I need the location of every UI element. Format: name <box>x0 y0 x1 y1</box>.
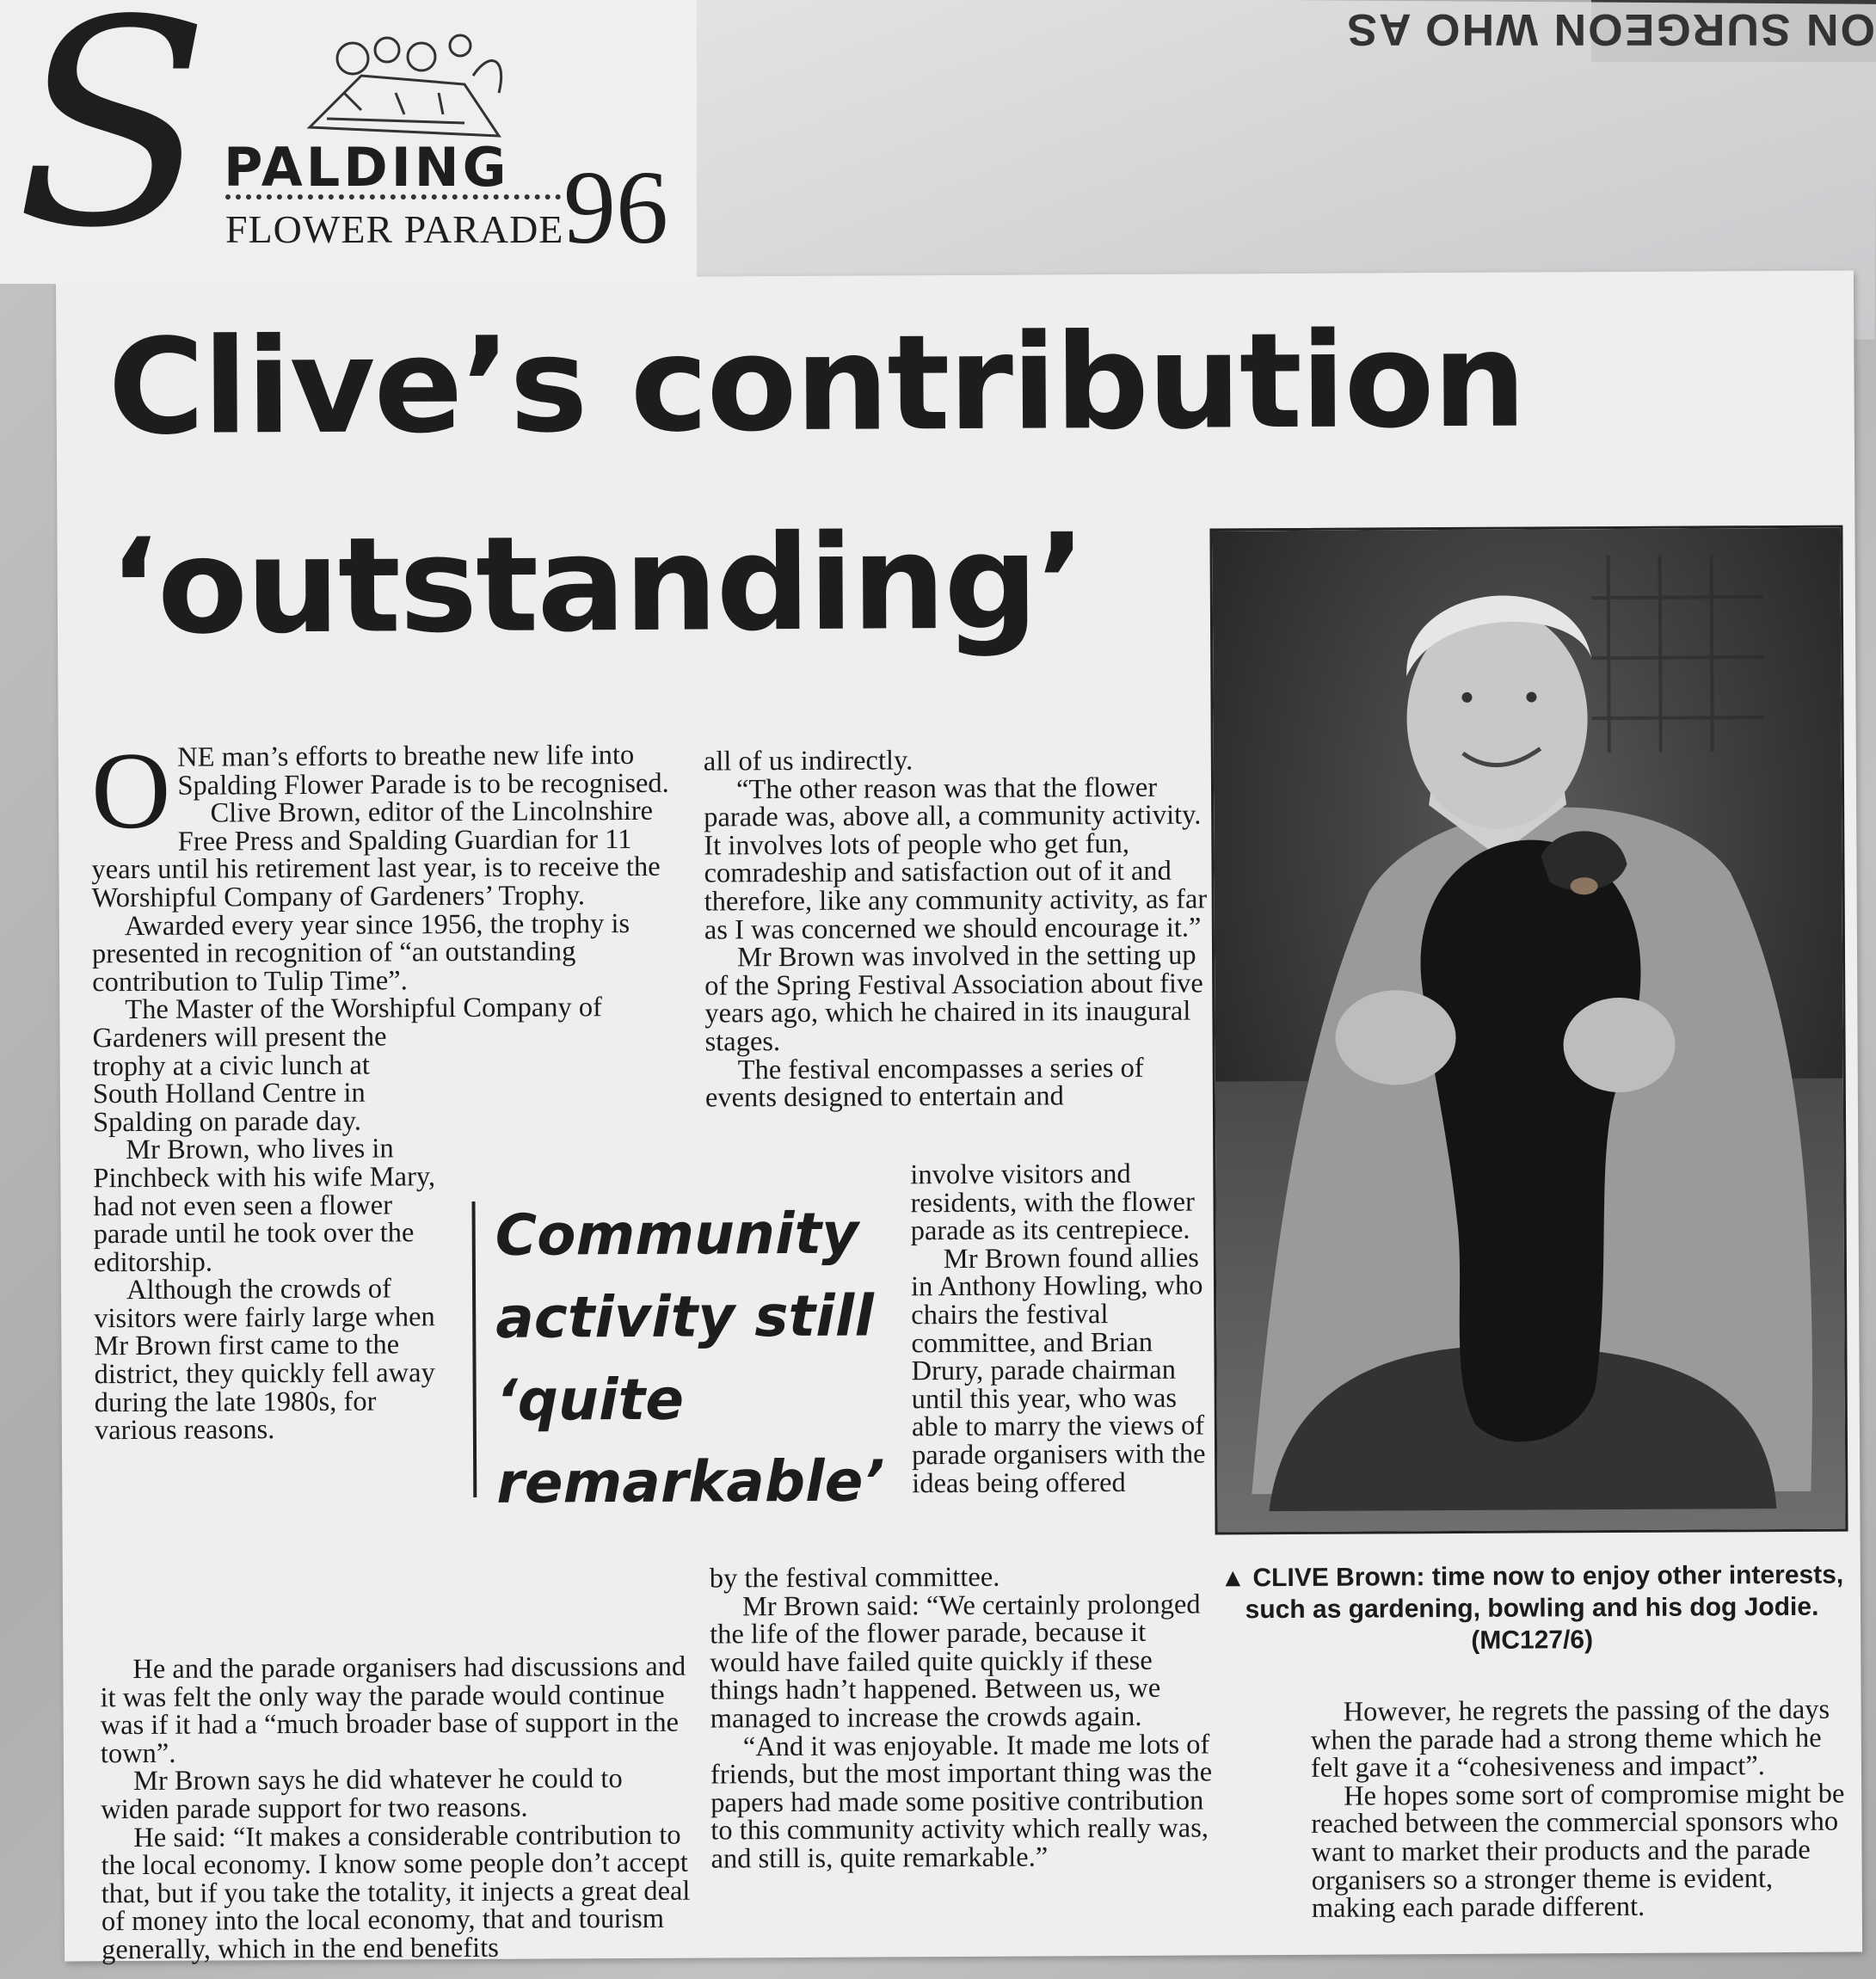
paragraph: Although the crowds of visitors were fairly large when Mr Brown first came to the district, they quickly fell away during the late 1980s, for various reasons. <box>94 1273 435 1447</box>
flower-float-illustration <box>292 24 516 153</box>
paragraph: Mr Brown, who lives in Pinchbeck with his wife Mary, had not even seen a flower parade until he took over the editorship. <box>93 1133 436 1278</box>
paragraph: Awarded every year since 1956, the trophy is presented in recognition of “an outstanding contribution to Tulip Time”. <box>91 907 630 999</box>
photo-clive-brown-with-dog <box>1209 525 1848 1535</box>
narrow-column-section <box>93 1051 443 1445</box>
paragraph: “And it was enjoyable. It made me lots of friends, but the most important thing was the papers had made some positive contribution to this community activity which really was, and still is, quite remarkable.” <box>710 1729 1213 1875</box>
pull-quote: Community activity still ‘quite remarkable’ <box>495 1200 885 1516</box>
photo-illustration <box>1212 528 1845 1533</box>
masthead-title: PALDING <box>224 136 510 199</box>
paragraph: Mr Brown found allies in Anthony Howling, who chairs the festival committee, and Brian Drury, parade chairman until this year, who was able to marry the views of parade organisers with the ideas being offered <box>910 1242 1206 1499</box>
headline: Clive’s contribution ‘outstanding’ <box>108 304 1525 665</box>
paragraph: by the festival committee. <box>709 1561 1000 1595</box>
drop-cap: O <box>90 728 171 852</box>
article-column-2-lower <box>710 1562 1219 1873</box>
paragraph: However, he regrets the passing of the days when the parade had a strong theme which he felt gave it a “cohesiveness and impact”. <box>1310 1693 1830 1785</box>
masthead-subtitle: FLOWER PARADE <box>225 207 564 251</box>
masthead-year: 96 <box>563 150 668 266</box>
paragraph: Mr Brown says he did whatever he could to widen parade support for two reasons. <box>101 1763 623 1826</box>
paragraph: Clive Brown, editor of the Lincolnshire Free Press and Spalding Guardian for 11 years until his retirement last year, is to receive the Worshipful Company of Gardeners’ Trophy. <box>91 796 661 914</box>
paragraph: He hopes some sort of compromise might be reached between the commercial sponsors who want to market their products and the parade organisers so a stronger theme is evident, making each parade different. <box>1311 1778 1845 1925</box>
paragraph: The Master of the Worshipful Company of Gardeners will present the <box>92 992 603 1054</box>
paragraph: He said: “It makes a considerable contribution to the local economy. I know some people don’t accept that, but if you take the totality, it injects a great deal of money into the local economy, that and tourism generally, which in the end benefits <box>101 1819 691 1966</box>
paragraph: NE man’s efforts to breathe new life into Spalding Flower Parade is to be recognised. <box>177 739 669 802</box>
paragraph: The festival encompasses a series of events designed to entertain and <box>704 1052 1144 1114</box>
photo-caption: ▲ CLIVE Brown: time now to enjoy other interests, such as gardening, bowling and his dog Jodie. (MC127/6) <box>1220 1560 1844 1655</box>
paragraph: Mr Brown was involved in the setting up of the Spring Festival Association about five years ago, which he chaired in its inaugural stages. <box>704 939 1203 1058</box>
paragraph: “The other reason was that the flower parade was, above all, a community activity. It involves lots of people who get fun, comradeship and satisfaction out of it and therefore, like any community activity, as far as I was concerned we should encourage it.” <box>704 771 1208 946</box>
masthead-clipping <box>0 0 697 290</box>
tape-show-through-text: ON SURGEON WHO AS <box>1345 4 1875 54</box>
masthead-initial: S <box>15 0 211 290</box>
paragraph: Mr Brown said: “We certainly prolonged the life of the flower parade, because it would have failed quite quickly if these things hadn’t happened. Between us, we managed to increase the crowds again. <box>710 1589 1201 1735</box>
article-column-1-lower <box>100 1650 695 1966</box>
article-column-2-narrow <box>910 1159 1221 1497</box>
paragraph: trophy at a civic lunch at South Holland Centre in Spalding on parade day. <box>92 1049 370 1138</box>
article-column-2 <box>704 745 1213 1112</box>
paragraph: He and the parade organisers had discussions and it was felt the only way the parade would continue was if it had a “much broader base of support in the town”. <box>100 1650 686 1770</box>
paragraph: all of us indirectly. <box>703 745 913 777</box>
paragraph: involve visitors and residents, with the flower parade as its centrepiece. <box>910 1158 1195 1247</box>
article-column-3 <box>1310 1693 1862 1925</box>
masthead-dotted-rule <box>225 194 561 200</box>
newspaper-clipping <box>56 271 1862 1966</box>
